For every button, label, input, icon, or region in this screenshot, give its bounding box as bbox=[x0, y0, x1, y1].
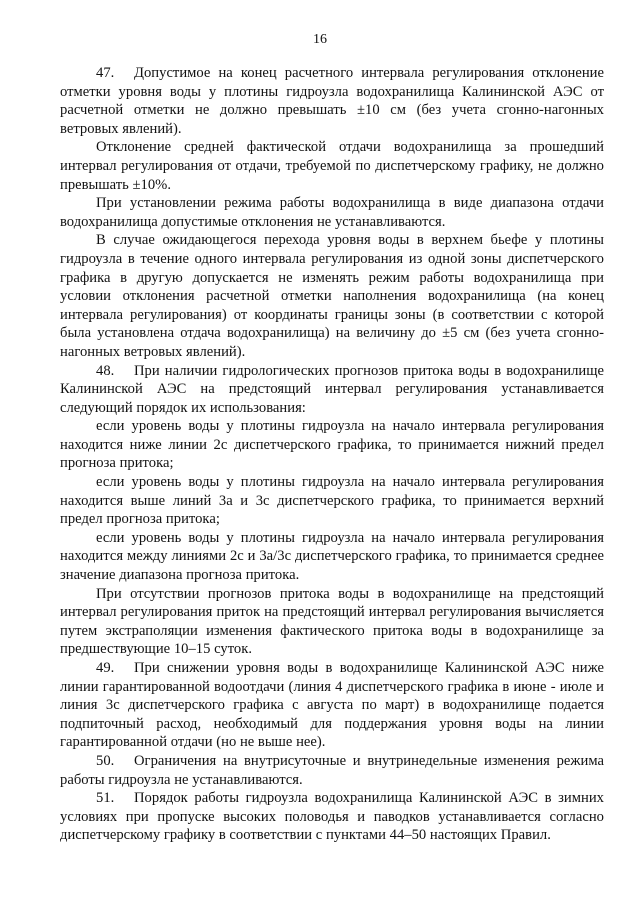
paragraph-51 bbox=[60, 789, 604, 845]
paragraph-no-forecast bbox=[60, 585, 604, 659]
clause-number: 49. bbox=[96, 660, 115, 676]
paragraph-text: если уровень воды у плотины гидроузла на начало интервала регулирования находится ниже линии 2с диспетчерского графика, то принимается нижний предел прогноза притока; bbox=[60, 418, 604, 472]
page-number: 16 bbox=[313, 32, 327, 47]
clause-number: 51. bbox=[96, 790, 115, 807]
paragraph-text: если уровень воды у плотины гидроузла на начало интервала регулирования находится между линиями 2с и 3а/3с диспетчерского графика, то принимается среднее значение диапазона прогноза притока. bbox=[60, 529, 604, 584]
paragraph-text: Порядок работы гидроузла водохранилища Калининской АЭС в зимних условиях при пропуске высоких половодья и паводков устанавливается согласно диспетчерскому графику в соответствии с пунктами 44–50 настоящих Правил. bbox=[60, 790, 604, 844]
paragraph-mean-value bbox=[60, 529, 604, 585]
paragraph-text: При наличии гидрологических прогнозов притока воды в водохранилище Калининской АЭС на предстоящий интервал регулирования устанавливается следующий порядок их использования: bbox=[60, 362, 604, 416]
paragraph-text: Отклонение средней фактической отдачи водохранилища за прошедший интервал регулирования от отдачи, требуемой по диспетчерскому графику, не должно превышать ±10%. bbox=[60, 139, 604, 193]
clause-number: 50. bbox=[96, 752, 115, 769]
paragraph-lower-limit bbox=[60, 417, 604, 473]
clause-number: 48. bbox=[96, 362, 115, 379]
paragraph-text: В случае ожидающегося перехода уровня воды в верхнем бьефе у плотины гидроузла в течение одного интервала регулирования из одной зоны диспетчерского графика в другую допускается не изменять режим работы водохранилища при условии отклонения расчетной отметки наполнения водохранилища (на конец интервала регулирования) от координаты границы зоны (в соответствии с которой была установлена отдача водохранилища) на величину до ±5 см (без учета сгонно-нагонных ветровых явлений). bbox=[60, 232, 604, 360]
paragraph-upper-limit bbox=[60, 473, 604, 529]
paragraph-range-mode bbox=[60, 194, 604, 231]
paragraph-50 bbox=[60, 752, 604, 789]
paragraph-text: Допустимое на конец расчетного интервала регулирования отклонение отметки уровня воды у плотины гидроузла водохранилища Калининской АЭС от расчетной отметки не должно превышать ±10 см (без учета сгонно-нагонных ветровых явлений). bbox=[60, 65, 604, 137]
paragraph-zone-transition bbox=[60, 231, 604, 361]
paragraph-output-deviation bbox=[60, 138, 604, 194]
paragraph-text: При отсутствии прогнозов притока воды в водохранилище на предстоящий интервал регулирования приток на предстоящий интервал регулирования вычисляется путем экстраполяции изменения фактического притока воды в водохранилище за предшествующие 10–15 суток. bbox=[60, 585, 604, 658]
paragraph-text: При установлении режима работы водохранилища в виде диапазона отдачи водохранилища допустимые отклонения не устанавливаются. bbox=[60, 195, 604, 230]
paragraph-47 bbox=[60, 64, 604, 138]
paragraph-text: Ограничения на внутрисуточные и внутринедельные изменения режима работы гидроузла не устанавливаются. bbox=[60, 752, 604, 788]
paragraph-48 bbox=[60, 362, 604, 418]
paragraph-text: если уровень воды у плотины гидроузла на начало интервала регулирования находится выше линий 3а и 3с диспетчерского графика, то принимается верхний предел прогноза притока; bbox=[60, 474, 604, 528]
paragraph-49 bbox=[60, 659, 604, 752]
clause-number: 47. bbox=[96, 65, 115, 81]
document-body bbox=[60, 64, 604, 845]
paragraph-text: При снижении уровня воды в водохранилище Калининской АЭС ниже линии гарантированной водоотдачи (линия 4 диспетчерского графика в июне - июле и линия 3с диспетчерского графика с августа по март) в водохранилище подается подпиточный расход, необходимый для поддержания уровня воды на линии гарантированной отдачи (но не выше нее). bbox=[60, 660, 604, 751]
